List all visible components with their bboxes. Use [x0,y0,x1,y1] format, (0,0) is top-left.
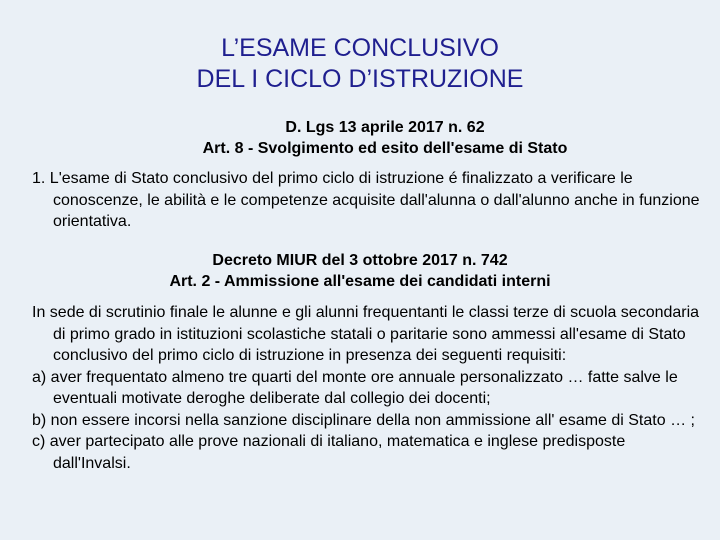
article-2-text [32,302,702,474]
law-reference-2 [0,250,720,292]
requirement-b: b) non essere incorsi nella sanzione disciplinare della non ammissione all' esame di Stato … ; [32,411,695,429]
law-reference-2-line-2: Art. 2 - Ammissione all'esame dei candidati interni [169,273,551,290]
slide-title [0,33,720,95]
requirement-a: a) aver frequentato almeno tre quarti del monte ore annuale personalizzato … fatte salve le eventuali motivate deroghe deliberate dal collegio dei docenti; [32,368,678,407]
article-8-paragraph: 1. L'esame di Stato conclusivo del primo ciclo di istruzione é finalizzato a verificare le conoscenze, le abilità e le competenze acquisite dall'alunna o dall'alunno anche in funzione orientativa. [32,170,700,230]
law-reference-2-line-1: Decreto MIUR del 3 ottobre 2017 n. 742 [212,252,508,269]
title-line-1: L’ESAME CONCLUSIVO [221,34,499,62]
requirement-c: c) aver partecipato alle prove nazionali di italiano, matematica e inglese predisposte dall'Invalsi. [32,433,626,472]
law-reference-1-line-1: D. Lgs 13 aprile 2017 n. 62 [285,119,485,136]
law-reference-1 [0,117,720,159]
law-reference-1-line-2: Art. 8 - Svolgimento ed esito dell'esame di Stato [202,140,568,157]
article-8-text [32,168,702,233]
title-line-2: DEL I CICLO D’ISTRUZIONE [196,65,524,93]
article-2-intro: In sede di scrutinio finale le alunne e gli alunni frequentanti le classi terze di scuola secondaria di primo grado in istituzioni scolastiche statali o paritarie sono ammessi all'esame di Stato conclusivo del primo ciclo di istruzione in presenza dei seguenti requisiti: [32,304,700,364]
